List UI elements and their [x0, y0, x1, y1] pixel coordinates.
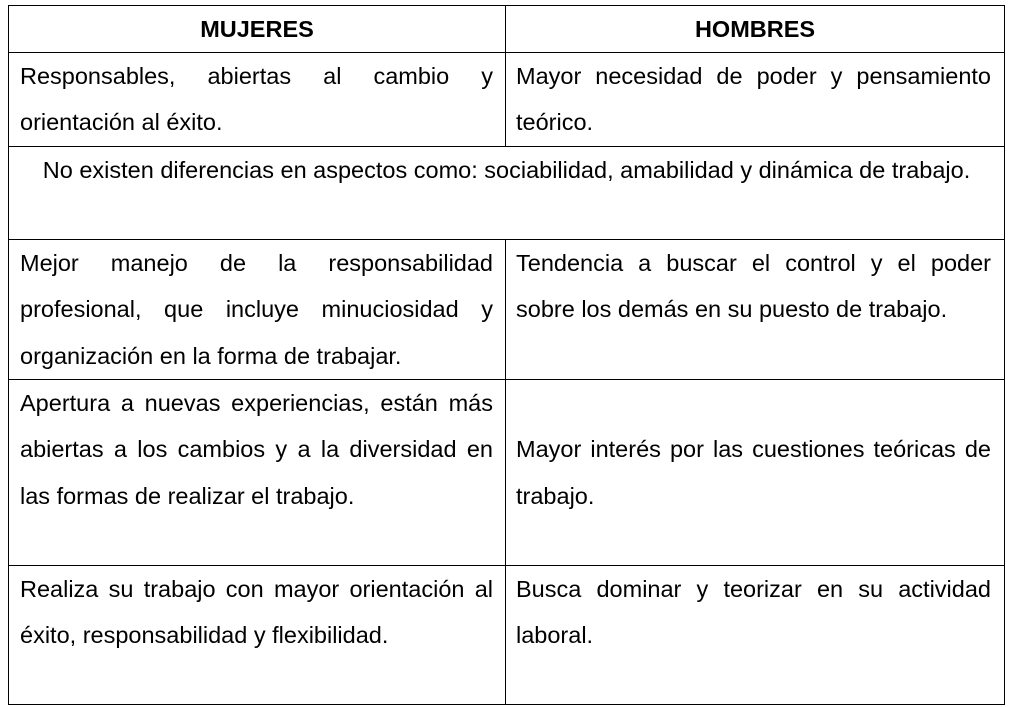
cell-men: Mayor interés por las cuestiones teóricas de trabajo. [506, 380, 1005, 566]
table-row [9, 566, 1005, 705]
header-men: HOMBRES [506, 6, 1005, 53]
cell-women: Realiza su trabajo con mayor orientación al éxito, responsabilidad y flexibilidad. [9, 566, 506, 705]
cell-women: Apertura a nuevas experiencias, están más abiertas a los cambios y a la diversidad en las formas de realizar el trabajo. [9, 380, 506, 566]
cell-men: Mayor necesidad de poder y pensamiento teórico. [506, 53, 1005, 147]
table-row [9, 53, 1005, 147]
table-header-row [9, 6, 1005, 53]
header-women: MUJERES [9, 6, 506, 53]
comparison-table [8, 5, 1005, 705]
table-row [9, 380, 1005, 566]
cell-men: Busca dominar y teorizar en su actividad laboral. [506, 566, 1005, 705]
cell-men: Tendencia a buscar el control y el poder sobre los demás en su puesto de trabajo. [506, 239, 1005, 379]
table-row [9, 239, 1005, 379]
cell-shared: No existen diferencias en aspectos como: sociabilidad, amabilidad y dinámica de trabajo. [9, 146, 1005, 239]
cell-women: Responsables, abiertas al cambio y orientación al éxito. [9, 53, 506, 147]
cell-women: Mejor manejo de la responsabilidad profesional, que incluye minuciosidad y organización en la forma de trabajar. [9, 239, 506, 379]
table-row [9, 146, 1005, 239]
